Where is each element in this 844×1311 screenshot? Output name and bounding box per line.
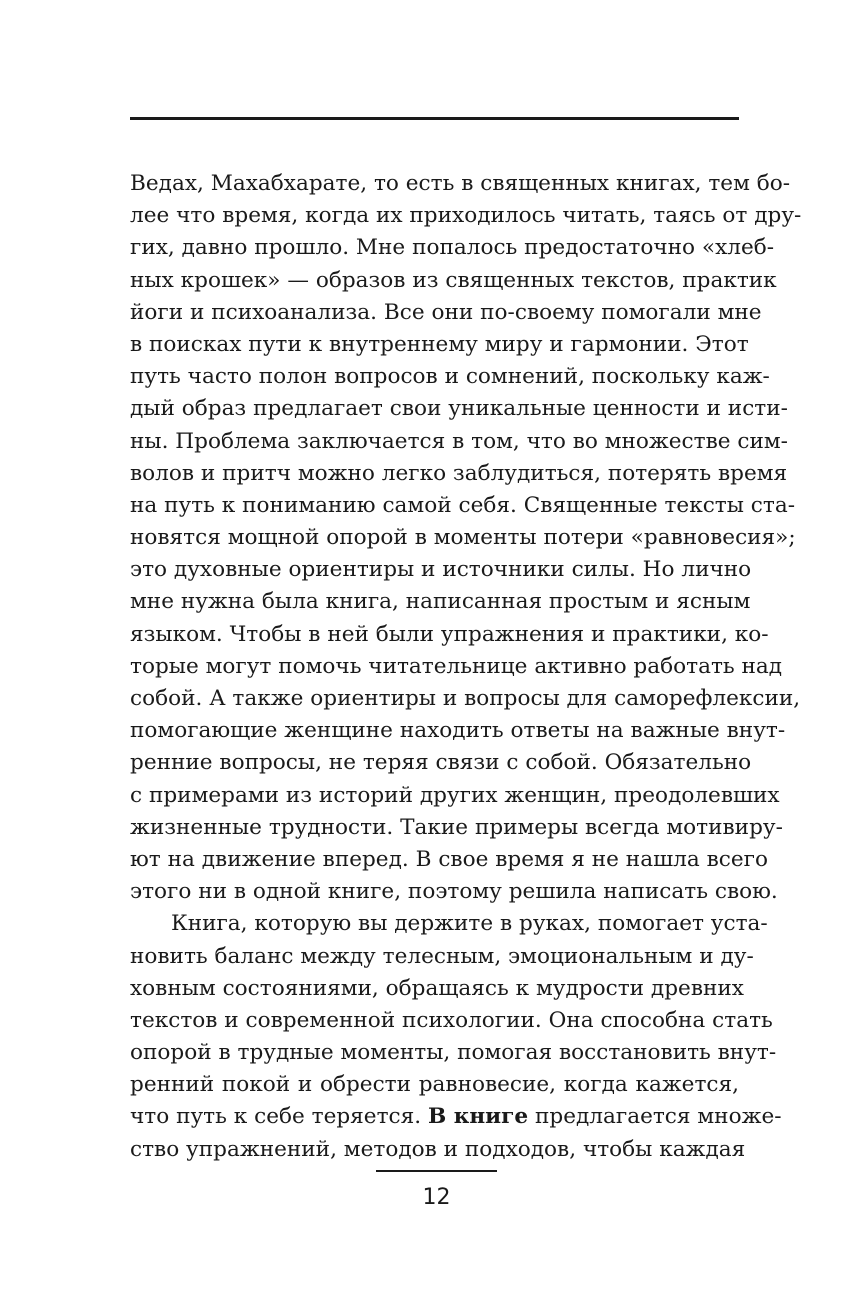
- bold-phrase: В книге: [427, 1104, 529, 1130]
- text-line-8: дый образ предлагает свои уникальные ценности и исти-: [130, 396, 788, 422]
- text-line-29: ренний покой и обрести равновесие, когда кажется,: [130, 1072, 739, 1098]
- text-line-14: мне нужна была книга, написанная простым и ясным: [130, 589, 751, 615]
- body-text: [130, 168, 802, 1166]
- text-line-26: ховным состояниями, обращаясь к мудрости древних: [130, 975, 744, 1001]
- page-number: 12: [422, 1185, 451, 1210]
- text-line-31: ство упражнений, методов и подходов, чтобы каждая: [130, 1136, 746, 1162]
- top-rule: [130, 117, 739, 120]
- text-line-10: волов и притч можно легко заблудиться, потерять время: [130, 460, 788, 486]
- text-line-21: жизненные трудности. Такие примеры всегда мотивиру-: [130, 814, 783, 840]
- text-line-11: на путь к пониманию самой себя. Священные тексты ста-: [130, 492, 795, 518]
- text-line-22: ют на движение вперед. В свое время я не нашла всего: [130, 846, 768, 872]
- text-line-18: помогающие женщине находить ответы на важные внут-: [130, 718, 786, 744]
- text-line-30-end: предлагается множе-: [535, 1104, 782, 1130]
- text-line-9: ны. Проблема заключается в том, что во множестве сим-: [130, 428, 788, 454]
- text-line-1: Ведах, Махабхарате, то есть в священных книгах, тем бо-: [130, 171, 791, 196]
- text-line-24: Книга, которую вы держите в руках, помогает уста-: [171, 911, 768, 937]
- text-line-27: текстов и современной психологии. Она способна стать: [130, 1007, 773, 1033]
- text-line-2: лее что время, когда их приходилось читать, таясь от дру-: [130, 203, 802, 229]
- text-line-25: новить баланс между телесным, эмоциональным и ду-: [130, 943, 754, 969]
- text-line-23: этого ни в одной книге, поэтому решила написать свою.: [130, 879, 778, 905]
- text-line-19: ренние вопросы, не теряя связи с собой. Обязательно: [130, 750, 752, 776]
- text-line-13: это духовные ориентиры и источники силы. Но лично: [130, 557, 752, 583]
- text-line-3: гих, давно прошло. Мне попалось предостаточно «хлеб-: [130, 235, 775, 261]
- text-line-20: с примерами из историй других женщин, преодолевших: [130, 782, 780, 808]
- bottom-rule: [376, 1170, 497, 1172]
- text-line-5: йоги и психоанализа. Все они по-своему помогали мне: [130, 299, 762, 325]
- text-line-7: путь часто полон вопросов и сомнений, поскольку каж-: [130, 364, 770, 390]
- text-line-17: собой. А также ориентиры и вопросы для саморефлексии,: [130, 686, 801, 711]
- text-line-30-start: что путь к себе теряется.: [130, 1104, 422, 1130]
- text-line-6: в поисках пути к внутреннему миру и гармонии. Этот: [130, 331, 749, 357]
- text-line-28: опорой в трудные моменты, помогая восстановить внут-: [130, 1040, 777, 1066]
- text-line-12: новятся мощной опорой в моменты потери «равновесия»;: [130, 525, 796, 551]
- text-line-4: ных крошек» — образов из священных текстов, практик: [130, 267, 777, 293]
- text-line-16: торые могут помочь читательнице активно работать над: [130, 653, 783, 679]
- text-line-30: [130, 1101, 782, 1133]
- text-line-15: языком. Чтобы в ней были упражнения и практики, ко-: [130, 621, 769, 647]
